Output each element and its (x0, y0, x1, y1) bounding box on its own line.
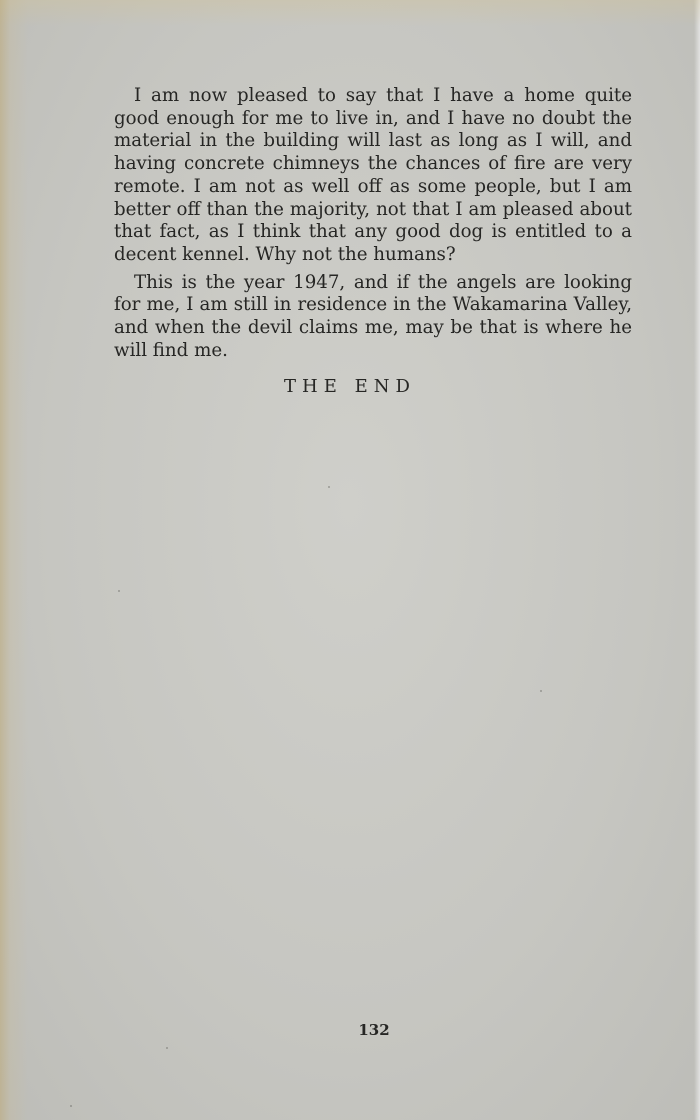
page-number: 132 (358, 1021, 390, 1039)
paper-speck (166, 1047, 168, 1049)
body-text (114, 85, 632, 362)
paper-speck (540, 690, 542, 692)
paper-speck (70, 1105, 72, 1107)
the-end-heading: THE END (284, 376, 416, 397)
paragraph-home: I am now pleased to say that I have a home quite good enough for me to live in, and I have no doubt the material in the building will last as long as I will, and having concrete chimneys the chances of fire are very remote. I am not as well off as some people, but I am better off than the majority, not that I am pleased about that fact, as I think that any good dog is entitled to a decent kennel. Why not the humans? (114, 85, 632, 265)
paragraph-1947: This is the year 1947, and if the angels are looking for me, I am still in residence in the Wakamarina Valley, and when the devil claims me, may be that is where he will find me. (114, 271, 632, 361)
paper-speck (328, 486, 330, 488)
paper-speck (118, 590, 120, 592)
